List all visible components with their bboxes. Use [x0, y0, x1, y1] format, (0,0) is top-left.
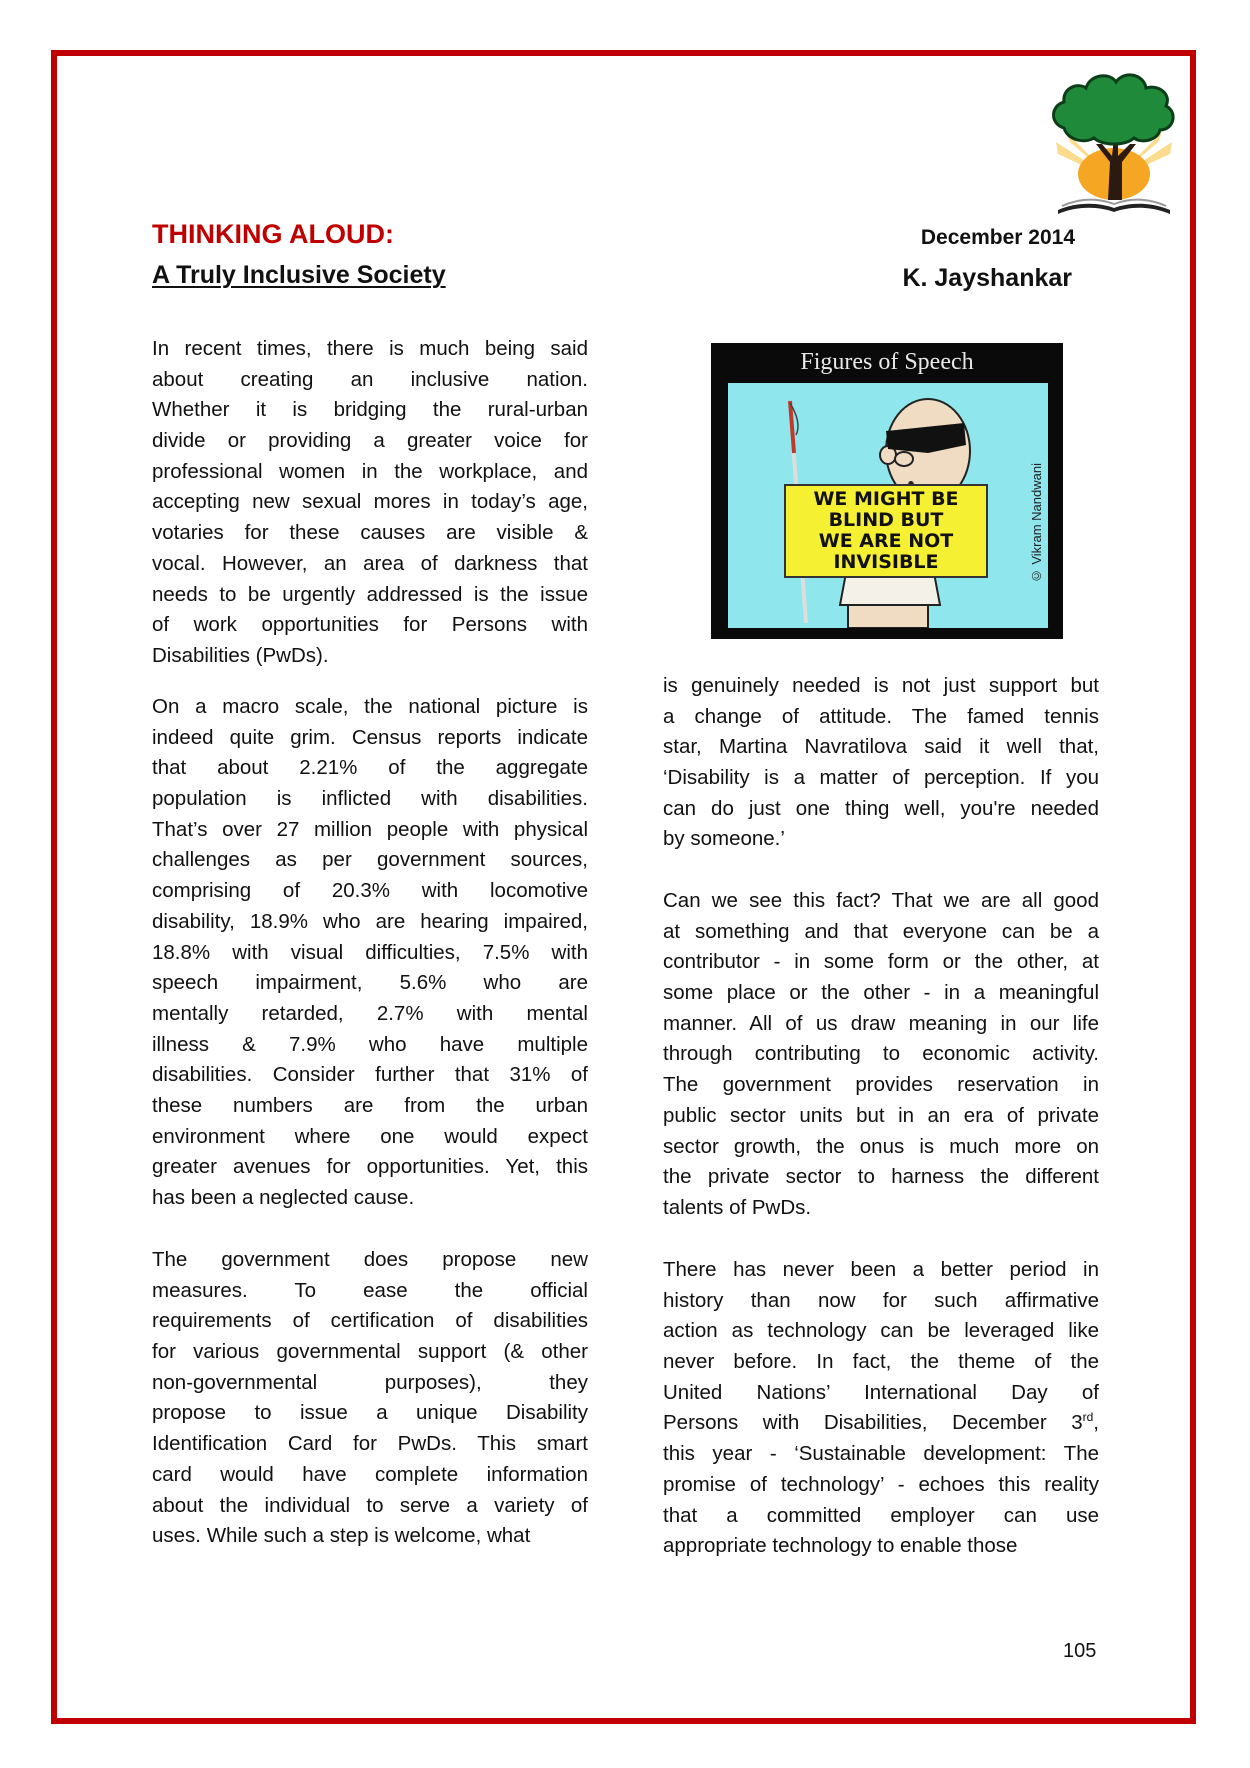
text-line: In recent times, there is much being said — [152, 337, 588, 360]
text-line: never before. In fact, the theme of the — [663, 1350, 1099, 1374]
sign-line: WE ARE NOT — [818, 530, 954, 552]
sign-line: INVISIBLE — [833, 551, 939, 573]
text-line: That’s over 27 million people with physical — [152, 817, 588, 841]
text-line: at something and that everyone can be a — [663, 919, 1099, 943]
text-line: speech impairment, 5.6% who are — [152, 971, 588, 995]
text-line-with-superscript — [663, 1408, 1099, 1439]
text-line: can do just one thing well, you're needed — [663, 796, 1099, 820]
text-line: vocal. However, an area of darkness that — [152, 551, 588, 575]
cartoon-panel — [728, 383, 1048, 628]
text-line: Disabilities (PwDs). — [152, 643, 329, 667]
text-line: indeed quite grim. Census reports indicate — [152, 725, 588, 749]
text-line: 18.8% with visual difficulties, 7.5% with — [152, 940, 588, 964]
text-line: divide or providing a greater voice for — [152, 429, 588, 453]
cartoon-title: Figures of Speech — [800, 349, 974, 375]
text-line: population is inflicted with disabilities. — [152, 787, 588, 811]
text-line: measures. To ease the official — [152, 1278, 588, 1302]
text-line: about the individual to serve a variety of — [152, 1493, 588, 1517]
text-line: mentally retarded, 2.7% with mental — [152, 1001, 588, 1025]
text-line: has been a neglected cause. — [152, 1186, 415, 1209]
section-kicker: THINKING ALOUD: — [152, 219, 394, 249]
text-line: votaries for these causes are visible & — [152, 521, 588, 545]
cartoon-image — [711, 343, 1063, 639]
text-line: that about 2.21% of the aggregate — [152, 756, 588, 780]
left-paragraph-2 — [152, 692, 588, 1214]
text-line: greater avenues for opportunities. Yet, this — [152, 1155, 588, 1179]
text-line: the private sector to harness the different — [663, 1165, 1099, 1189]
left-paragraph-1 — [152, 334, 588, 672]
text-line: disabilities. Consider further that 31% of — [152, 1063, 588, 1087]
text-line: The government provides reservation in — [663, 1073, 1099, 1097]
text-line: is genuinely needed is not just support but — [663, 674, 1099, 697]
text-line: promise of technology’ - echoes this reality — [663, 1472, 1099, 1496]
text-line: contributor - in some form or the other, at — [663, 950, 1099, 974]
ordinal-superscript: rd — [1082, 1410, 1094, 1425]
text-line: On a macro scale, the national picture is — [152, 695, 588, 718]
sign-line: BLIND BUT — [828, 509, 944, 531]
text-line: needs to be urgently addressed is the issue — [152, 582, 588, 606]
author-name: K. Jayshankar — [902, 264, 1072, 292]
text-segment: Persons with Disabilities, December 3 — [663, 1411, 1083, 1435]
text-line: requirements of certification of disabilities — [152, 1309, 588, 1333]
text-line: by someone.’ — [663, 827, 785, 851]
text-line: that a committed employer can use — [663, 1503, 1099, 1527]
text-line: a change of attitude. The famed tennis — [663, 704, 1099, 728]
tree-book-logo-icon — [1036, 62, 1191, 217]
text-line: this year - ‘Sustainable development: The — [663, 1442, 1099, 1466]
text-line: talents of PwDs. — [663, 1195, 812, 1219]
text-line: propose to issue a unique Disability — [152, 1401, 588, 1425]
left-paragraph-3 — [152, 1245, 588, 1552]
issue-date: December 2014 — [920, 226, 1075, 249]
protest-sign — [784, 484, 988, 578]
text-line: appropriate technology to enable those — [663, 1534, 1018, 1558]
text-line: manner. All of us draw meaning in our life — [663, 1011, 1099, 1035]
text-line: action as technology can be leveraged like — [663, 1319, 1099, 1343]
text-line: There has never been a better period in — [663, 1258, 1099, 1281]
text-line: disability, 18.9% who are hearing impaired, — [152, 909, 588, 933]
right-paragraph-3 — [663, 1255, 1099, 1562]
text-line: star, Martina Navratilova said it well that, — [663, 735, 1099, 759]
text-line: some place or the other - in a meaningful — [663, 981, 1099, 1005]
text-line: The government does propose new — [152, 1248, 588, 1271]
text-line: environment where one would expect — [152, 1124, 588, 1148]
text-segment: , — [1093, 1411, 1099, 1435]
text-line: of work opportunities for Persons with — [152, 613, 588, 637]
text-line: about creating an inclusive nation. — [152, 367, 588, 391]
text-line: history than now for such affirmative — [663, 1288, 1099, 1312]
text-line: comprising of 20.3% with locomotive — [152, 879, 588, 903]
text-line: Can we see this fact? That we are all good — [663, 889, 1099, 912]
sign-line: WE MIGHT BE — [813, 488, 959, 510]
text-line: United Nations’ International Day of — [663, 1380, 1099, 1404]
text-line: Whether it is bridging the rural-urban — [152, 398, 588, 422]
text-line: Identification Card for PwDs. This smart — [152, 1432, 588, 1456]
text-line: for various governmental support (& other — [152, 1340, 588, 1364]
right-paragraph-1 — [663, 671, 1099, 855]
text-line: these numbers are from the urban — [152, 1093, 588, 1117]
text-line: non-governmental purposes), they — [152, 1370, 588, 1394]
text-line: challenges as per government sources, — [152, 848, 588, 872]
page-number: 105 — [1063, 1640, 1097, 1662]
text-line: accepting new sexual mores in today’s age, — [152, 490, 588, 514]
text-line: sector growth, the onus is much more on — [663, 1134, 1099, 1158]
text-line: professional women in the workplace, and — [152, 459, 588, 483]
right-paragraph-2 — [663, 886, 1099, 1224]
article-title: A Truly Inclusive Society — [152, 261, 446, 289]
text-line: ‘Disability is a matter of perception. If you — [663, 766, 1099, 790]
text-line: uses. While such a step is welcome, what — [152, 1524, 531, 1548]
cartoon-credit: © Vikram Nandwani — [1029, 463, 1044, 584]
text-line: card would have complete information — [152, 1462, 588, 1486]
text-line: illness & 7.9% who have multiple — [152, 1032, 588, 1056]
text-line: through contributing to economic activity. — [663, 1042, 1099, 1066]
text-line: public sector units but in an era of private — [663, 1103, 1099, 1127]
